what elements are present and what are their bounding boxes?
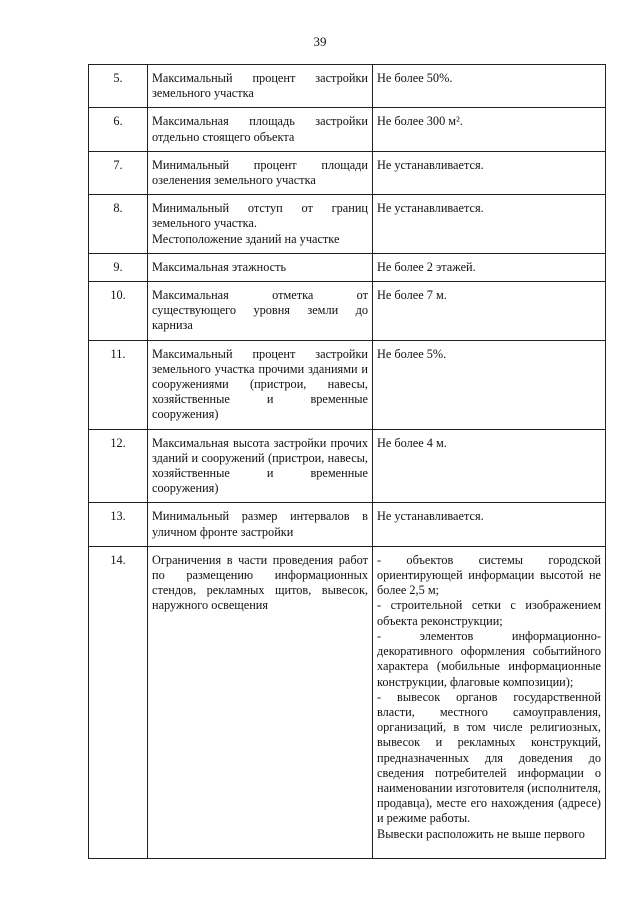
table-row — [89, 253, 606, 281]
parameter-value: Не устанавливается. — [373, 195, 606, 254]
parameter-value: Не более 2 этажей. — [373, 253, 606, 281]
parameter-name: Ограничения в части проведения работ по размещению информационных стендов, рекламных щитов, вывесок, наружного освещения — [148, 546, 373, 858]
parameter-value: Не устанавливается. — [373, 151, 606, 194]
parameter-name: Минимальный размер интервалов в уличном фронте застройки — [148, 503, 373, 546]
value-list-item: - объектов системы городской ориентирующей информации высотой не более 2,5 м; — [377, 552, 601, 598]
parameter-name: Максимальная этажность — [148, 253, 373, 281]
value-list-item: - строительной сетки с изображением объекта реконструкции; — [377, 598, 601, 628]
value-list-item: Вывески расположить не выше первого — [377, 826, 585, 841]
regulations-table — [88, 64, 606, 859]
page-number: 39 — [313, 34, 327, 49]
table-row — [89, 65, 606, 108]
row-number: 14. — [89, 546, 148, 858]
parameter-name: Максимальная высота застройки прочих зданий и сооружений (пристрои, навесы, хозяйственные и временные сооружения) — [148, 429, 373, 503]
parameter-value: Не более 4 м. — [373, 429, 606, 503]
parameter-name-line: Минимальный отступ от границ земельного участка. — [152, 201, 368, 231]
parameter-name: Максимальный процент застройки земельного участка прочими зданиями и сооружениями (пристрои, навесы, хозяйственные и временные сооружения) — [148, 340, 373, 429]
row-number: 11. — [89, 340, 148, 429]
parameter-value — [373, 546, 606, 858]
row-number: 13. — [89, 503, 148, 546]
parameter-name-line: Местоположение зданий на участке — [152, 231, 340, 246]
row-number: 7. — [89, 151, 148, 194]
parameter-name: Максимальный процент застройки земельного участка — [148, 65, 373, 108]
table-row — [89, 151, 606, 194]
value-list-item: - вывесок органов государственной власти, местного самоуправления, организаций, в том числе религиозных, вывесок и рекламных конструкций, предназначенных для доведения до сведения потребителей информации о наименовании изготовителя (исполнителя, продавца), месте его нахождения (адресе) и режиме работы. — [377, 689, 601, 826]
parameter-value: Не более 5%. — [373, 340, 606, 429]
table-row — [89, 546, 606, 858]
value-list-item: - элементов информационно-декоративного оформления событийного характера (мобильные информационные конструкции, флаговые композиции); — [377, 628, 601, 689]
parameter-value: Не более 7 м. — [373, 282, 606, 341]
parameter-name: Максимальная отметка от существующего уровня земли до карниза — [148, 282, 373, 341]
parameter-value: Не более 50%. — [373, 65, 606, 108]
row-number: 5. — [89, 65, 148, 108]
table-row — [89, 282, 606, 341]
table-row — [89, 195, 606, 254]
table-row — [89, 429, 606, 503]
row-number: 10. — [89, 282, 148, 341]
row-number: 8. — [89, 195, 148, 254]
table-row — [89, 340, 606, 429]
row-number: 6. — [89, 108, 148, 151]
parameter-name — [148, 195, 373, 254]
parameter-name: Минимальный процент площади озеленения земельного участка — [148, 151, 373, 194]
row-number: 12. — [89, 429, 148, 503]
table-row — [89, 108, 606, 151]
parameter-value: Не более 300 м². — [373, 108, 606, 151]
table-row — [89, 503, 606, 546]
parameter-value: Не устанавливается. — [373, 503, 606, 546]
parameter-name: Максимальная площадь застройки отдельно стоящего объекта — [148, 108, 373, 151]
row-number: 9. — [89, 253, 148, 281]
